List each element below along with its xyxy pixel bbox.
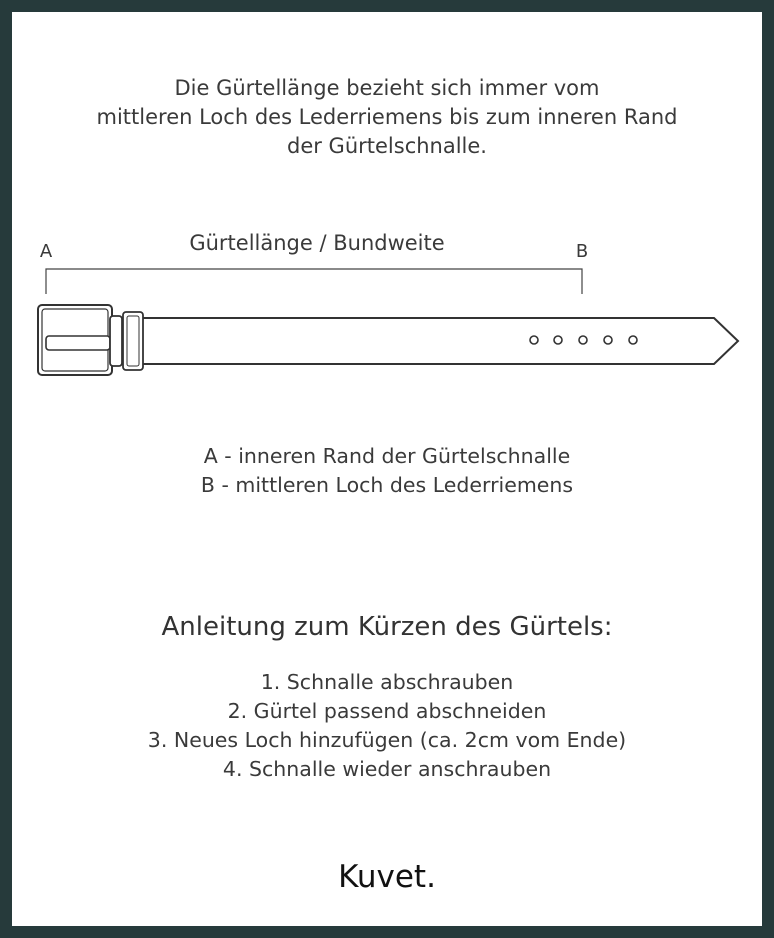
belt-hole <box>530 336 538 344</box>
instruction-steps <box>12 668 762 784</box>
legend-b: B - mittleren Loch des Lederriemens <box>200 473 574 497</box>
belt-diagram <box>12 12 762 412</box>
instruction-card <box>12 12 762 926</box>
intro-line: mittleren Loch des Lederriemens bis zum inneren Rand <box>96 105 678 129</box>
belt-keeper <box>110 312 143 370</box>
point-a-label: A <box>39 241 53 262</box>
step-item: 3. Neues Loch hinzufügen (ca. 2cm vom Ende) <box>147 728 627 752</box>
step-item: 1. Schnalle abschrauben <box>260 670 514 694</box>
instructions-heading: Anleitung zum Kürzen des Gürtels: <box>161 612 613 642</box>
intro-line: Die Gürtellänge bezieht sich immer vom <box>174 76 600 100</box>
belt-hole <box>629 336 637 344</box>
belt-hole <box>604 336 612 344</box>
step-item: 2. Gürtel passend abschneiden <box>227 699 547 723</box>
intro-line: der Gürtelschnalle. <box>286 134 487 158</box>
belt-hole <box>554 336 562 344</box>
buckle <box>38 305 112 375</box>
measure-title: Gürtellänge / Bundweite <box>189 231 445 255</box>
legend <box>12 442 762 500</box>
belt-strap <box>142 318 738 364</box>
belt-hole-middle <box>579 336 587 344</box>
brand-logo: Kuvet. <box>338 859 436 895</box>
step-item: 4. Schnalle wieder anschrauben <box>222 757 552 781</box>
measurement-bracket <box>46 269 582 294</box>
legend-a: A - inneren Rand der Gürtelschnalle <box>203 444 571 468</box>
point-b-label: B <box>575 241 589 262</box>
